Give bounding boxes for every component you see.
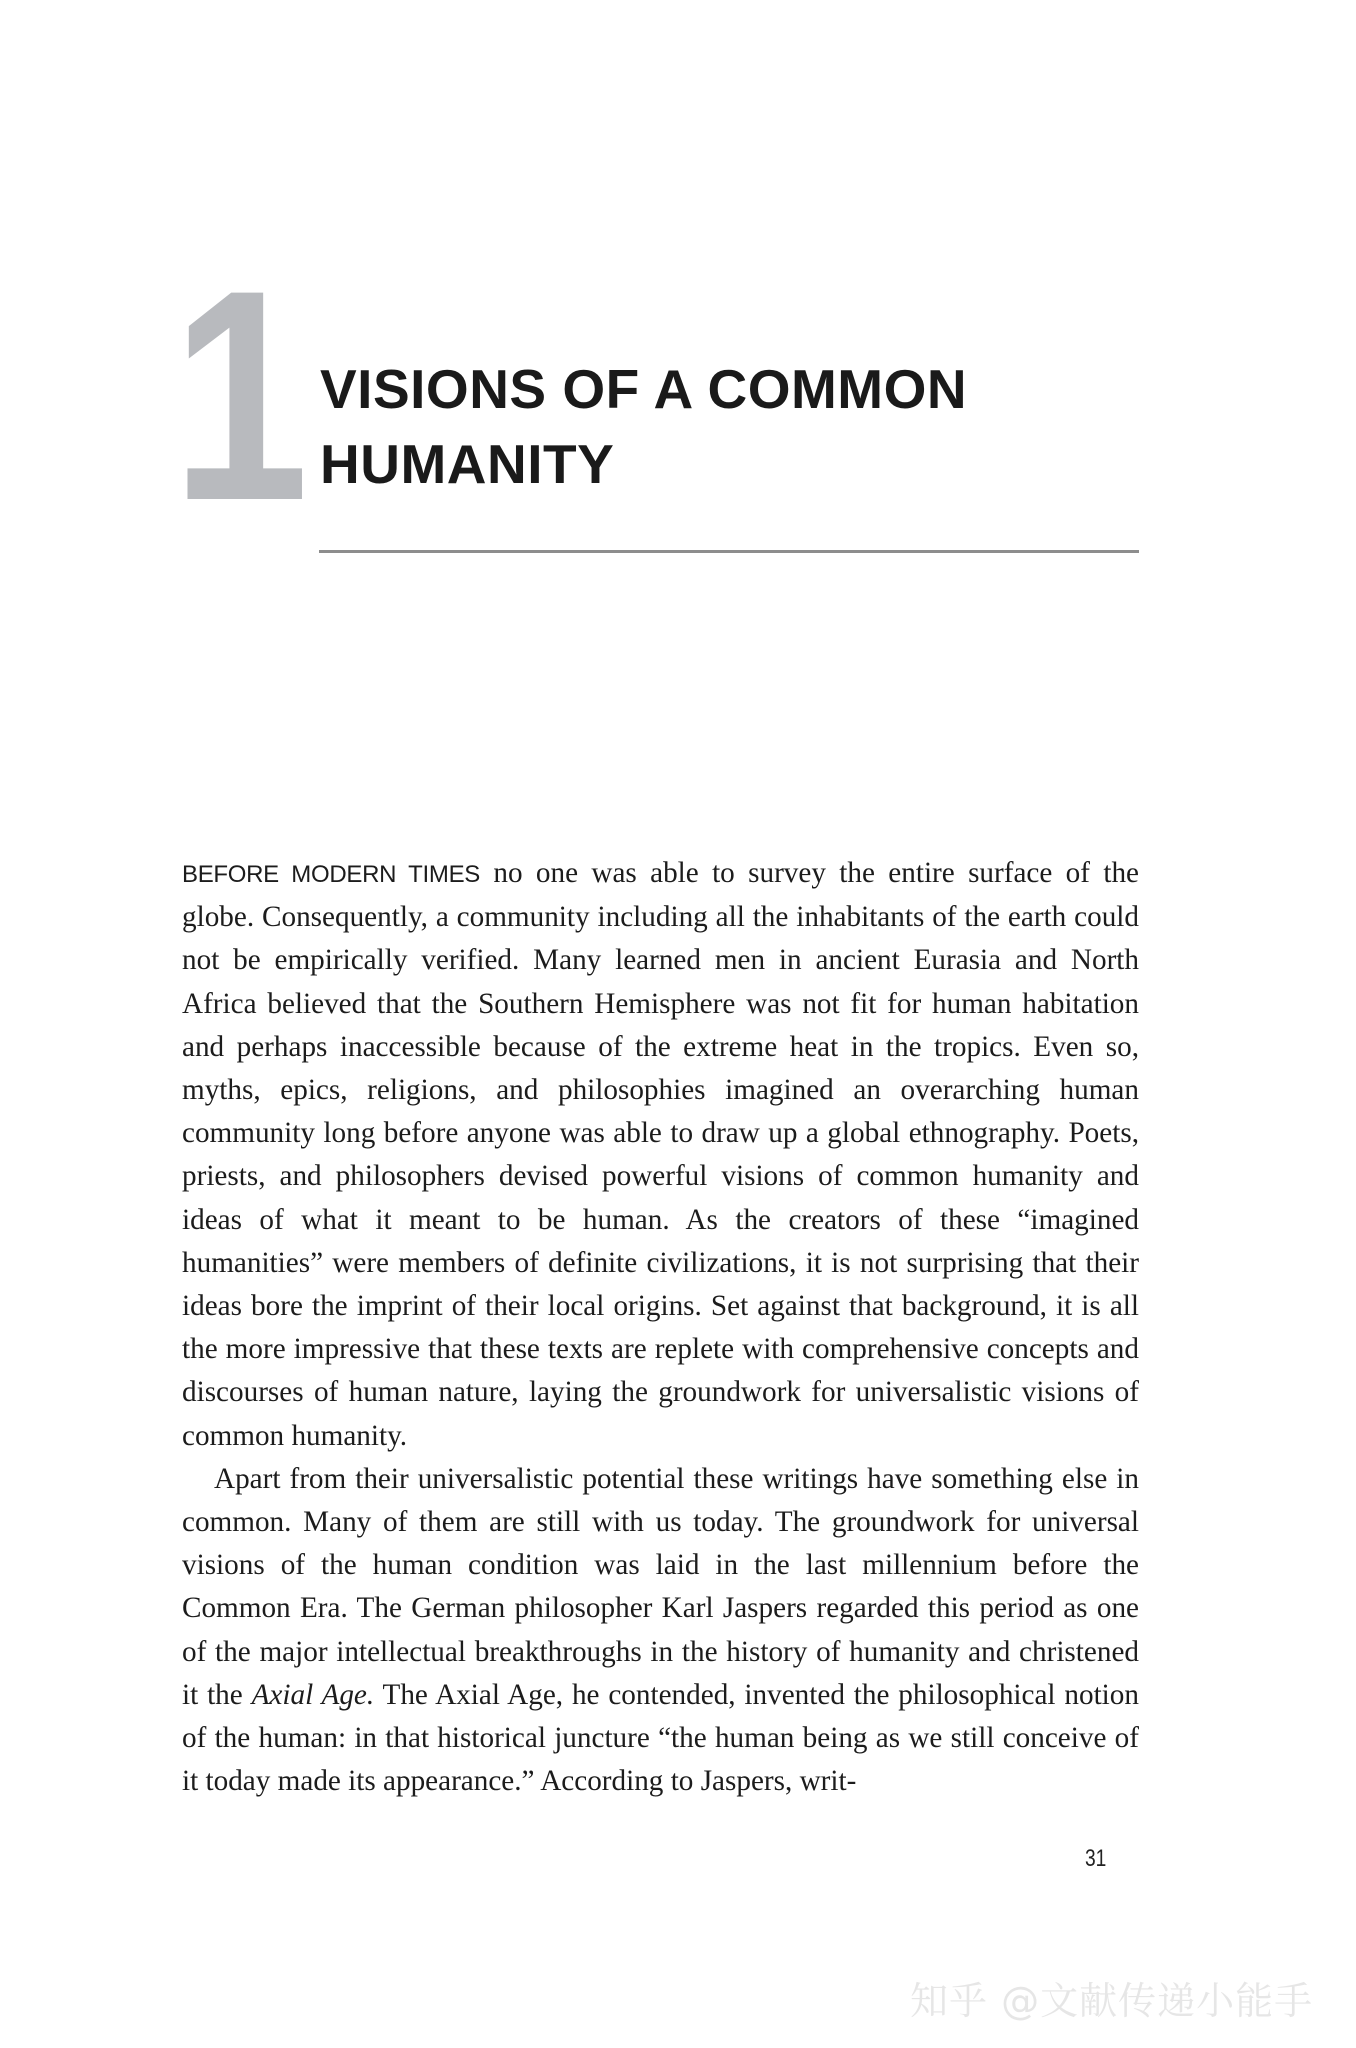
lead-in-small-caps: BEFORE MODERN TIMES xyxy=(182,861,480,888)
paragraph-2-text-end: The Axial Age, he contended, invented the philosophical notion of the human: in that historical juncture “the human being as we still conceive of it today made its appearance.” According to Jaspers, writ- xyxy=(182,1678,1139,1798)
axial-age-italic: Axial Age. xyxy=(251,1678,375,1711)
chapter-title xyxy=(320,352,1140,502)
page-number: 31 xyxy=(1085,1845,1107,1872)
chapter-number: 1 xyxy=(172,227,306,563)
watermark: 知乎 @文献传递小能手 xyxy=(910,1979,1314,2023)
chapter-title-line-1: VISIONS OF A COMMON xyxy=(320,358,968,420)
title-divider xyxy=(319,550,1139,553)
paragraph-2-text-start: Apart from their universalistic potential these writings have something else in common. Many of them are still with us today. The groundwork for universal visions of the human condition was laid in the last millennium before the Common Era. The German philosopher Karl Jaspers regarded this period as one of the major intellectual breakthroughs in the history of humanity and christened it the xyxy=(182,1462,1139,1711)
chapter-title-line-2: HUMANITY xyxy=(320,433,615,495)
body-text xyxy=(182,852,1139,1803)
paragraph-1-text: no one was able to survey the entire surface of the globe. Consequently, a community including all the inhabitants of the earth could not be empirically verified. Many learned men in ancient Eurasia and North Africa believed that the Southern Hemisphere was not fit for human habitation and perhaps inaccessible because of the extreme heat in the tropics. Even so, myths, epics, religions, and philosophies imagined an overarching human community long before anyone was able to draw up a global ethnography. Poets, priests, and philosophers devised powerful visions of common humanity and ideas of what it meant to be human. As the creators of these “imagined humanities” were members of definite civilizations, it is not surprising that their ideas bore the imprint of their local origins. Set against that background, it is all the more impressive that these texts are replete with comprehensive concepts and discourses of human nature, laying the groundwork for universalistic visions of common humanity. xyxy=(182,857,1139,1452)
paragraph-2 xyxy=(182,1458,1139,1804)
paragraph-1 xyxy=(182,852,1139,1458)
